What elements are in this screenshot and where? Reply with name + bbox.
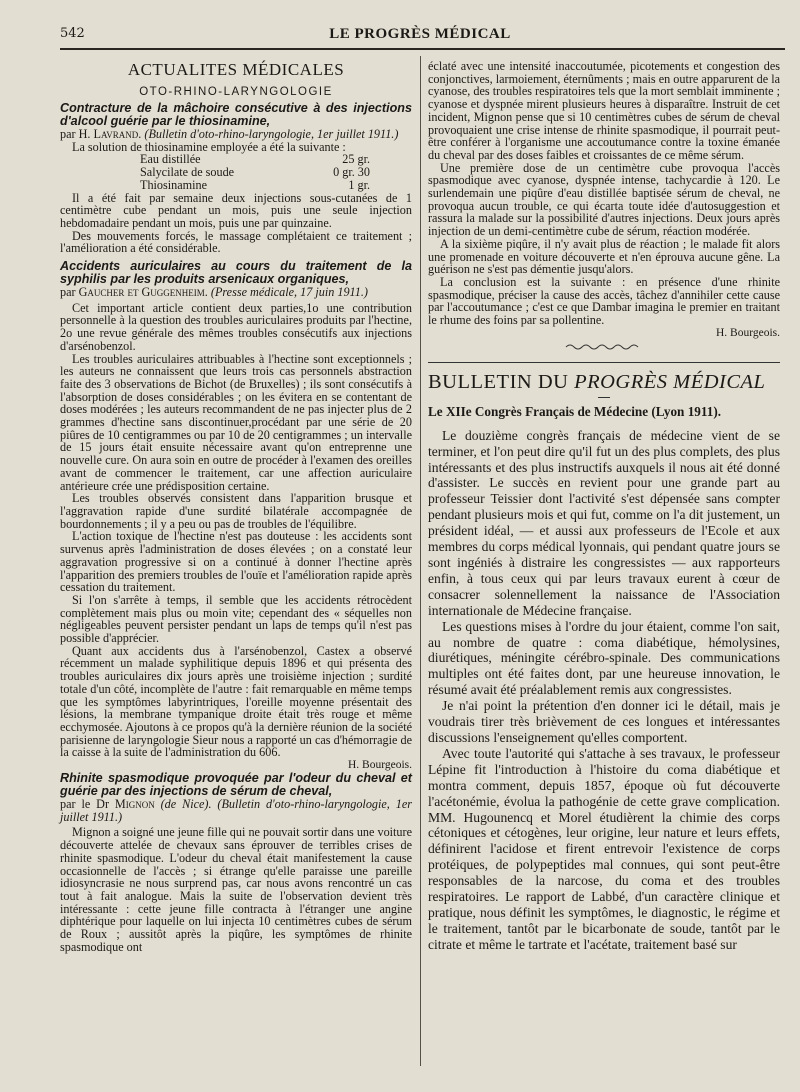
article-citation: par le Dr Mignon (de Nice). (Bulletin d'oto-rhino-laryngologie, 1er juillet 1911.) [60, 797, 412, 824]
article-title: Accidents auriculaires au cours du traitement de la syphilis par les produits arsenicaux organiques, [60, 259, 412, 287]
formula-row: Eau distillée 25 gr. [140, 152, 370, 167]
ornament-divider [428, 343, 780, 354]
paragraph: Les troubles observés consistent dans l'apparition brusque et l'aggravation rapide d'une surdité bilatérale accompagnée de bourdonnements ; il y a peu ou pas de troubles de l'équilibre. [60, 491, 412, 531]
signature: H. Bourgeois. [716, 326, 780, 339]
formula-table [140, 153, 412, 191]
article-title: Contracture de la mâchoire consécutive à des injections d'alcool guérie par le thiosinamine, [60, 101, 412, 128]
paragraph: Quant aux accidents dus à l'arsénobenzol, Castex a observé récemment un malade syphilitique depuis 1896 et qui présenta des troubles auriculaires dix jours après une troisième injection ; surdité totale d'un côté, incomplète de l'autre : fait remarquable en même temps que les symptômes labyrintriques, l'oreille moyenne présentait des lésions, la membrane tympanique droite était très rouge et même ecchymosée. Ajoutons à ce propos qu'à la dernière réunion de la société parisienne de laryngologie Sieur nous a rapporté un cas d'hémorragie de la caisse à la suite de l'administration du 606. [60, 643, 412, 760]
paragraph: Le douzième congrès français de médecine vient de se terminer, et l'on peut dire qu'il fut un des plus complets, des plus intéressants et des plus instructifs auxquels il nous ait été donné d'assister. Le succès en revient pour une grande part au professeur Teissier dont l'activité s'est dépensée sans compter pendant plusieurs mois et qui fut, comme on l'a dit justement, un président idéal, — et aussi aux professeurs de l'Ecole et aux membres du corps médical lyonnais, qui pendant quatre jours se sont ingéniés à distraire les congressistes — aux rapporteurs enfin, à tous ceux qui par leurs travaux eurent à cœur de consacrer solennellement la naissance de l'Association internationale de Médecine française. [428, 427, 780, 618]
paragraph: La solution de thiosinamine employée a été la suivante : [72, 139, 346, 154]
subsection-heading: OTO-RHINO-LARYNGOLOGIE [139, 86, 333, 98]
bulletin-rule [428, 362, 780, 363]
paragraph: Les troubles auriculaires attribuables à l'hectine sont exceptionnels ; les auteurs ne connaissent que leurs trois cas personnels abstraction faite des 3 observations de Bichot (de Bruxelles) ; ils sont consécutifs à l'absorption de doses considérables ; on les évitera en se contentant de doses modérées ; les auteurs recommandent de ne pas injecter plus de 2 grammes d'hectine sans discontinuer,procédant par une série de 20 piûres de 10 centigrammes ou par 10 de 20 centigrammes ; un intervalle de 15 jours était ensuite nécessaire avant qu'on entreprenne une nouvelle cure. On aura soin en outre de procéder à l'examen des oreilles avant de commencer le traitement, car une affection auriculaire antérieure crée une prédisposition certaine. [60, 351, 412, 493]
header-rule [60, 48, 785, 50]
paragraph: Mignon a soigné une jeune fille qui ne pouvait sortir dans une voiture découverte attelée de chevaux sans éprouver de terribles crises de rhinite spasmodique. L'odeur du cheval était manifestement la cause occasionnelle de l'accès ; si étrange qu'elle paraisse une pareille idiosyncrasie ne nous surprend pas, car nous avons rencontré un cas tout à fait analogue. Mais la suite de l'observation devient très intéressante : cette jeune fille contracta à l'étranger une angine diphtérique pour laquelle on lui injecta 10 centimètres cubes de sérum de Roux ; aussitôt après la piqûre, les symptômes de rhinite spasmodique ont [60, 825, 412, 954]
article-author: Mignon [114, 797, 155, 812]
page-header [60, 26, 780, 46]
paragraph: A la sixième piqûre, il n'y avait plus de réaction ; le malade fit alors une promenade en voiture découverte et n'en éprouva aucune gêne. La guérison ne s'est pas démentie jusqu'alors. [428, 236, 780, 277]
paragraph: La conclusion est la suivante : en présence d'une rhinite spasmodique, préciser la cause des accès, tâchez d'annihiler cette cause par l'accoutumance ; c'est ce que Dambar imagina le premier en traitant le rhume des foins par sa pollentine. [428, 274, 780, 328]
congress-title: Le XIIe Congrès Français de Médecine (Lyon 1911). [428, 403, 722, 419]
paragraph: Des mouvements forcés, le massage complétaient ce traitement ; l'amélioration a été considérable. [60, 228, 412, 256]
title-dash [598, 397, 610, 398]
bulletin-title: BULLETIN DU PROGRÈS MÉDICAL [428, 370, 766, 393]
formula-row: Thiosinamine 1 gr. [140, 177, 370, 192]
page-number: 542 [60, 26, 85, 41]
signature: H. Bourgeois. [348, 759, 412, 772]
article-author: Gaucher et Guggenheim. [78, 285, 208, 300]
section-title: ACTUALITES MÉDICALES [127, 60, 345, 79]
column-divider [420, 56, 421, 1066]
paragraph: éclaté avec une intensité inaccoutumée, picotements et congestion des conjonctives, larmoiement, éternûments ; mais en outre apparurent de la cyanose, des troubles respiratoires tels que la mort semblait imminente ; cyanose et dyspnée mirent plusieurs heures à disparaître. Instruit de cet incident, Mignon pense que si 10 centimètres cubes de sérum de cheval provoquaient une crise intense de rhinite spasmodique, il pourrait peut-être conférer à l'organisme une accoutumance contre la toxine émanée du cheval par des doses faibles et croissantes de ce même sérum. [428, 59, 780, 162]
right-column [428, 60, 780, 953]
article-citation: par Gaucher et Guggenheim. (Presse médicale, 17 juin 1911.) [60, 285, 368, 300]
article-accidents-auriculaires [60, 260, 412, 772]
paragraph: Une première dose de un centimètre cube provoqua l'accès spasmodique avec cyanose, dyspnée intense, tachycardie à 120. Le surlendemain une piqûre d'eau distillée baptisée sérum de cheval, ne provoqua aucun trouble, ce qui écarta toute idée d'autosuggestion et rassura la malade sur la possibilité d'autres injections. Deux jours après injection de un demi-centimètre cube de sérum, réaction modérée. [428, 160, 780, 239]
article-thiosinamine [60, 102, 412, 255]
paragraph: Les questions mises à l'ordre du jour étaient, comme l'on sait, au nombre de quatre : coma diabétique, hémolysines, diurétiques, méningite cérébro-spinale. Des communications multiples ont été faites dont, par une heureuse innovation, le résumé avait été préalablement remis aux congressistes. [428, 618, 780, 698]
article-author: Lavrand. [93, 127, 142, 141]
paragraph: Je n'ai point la prétention d'en donner ici le détail, mais je voudrais tirer très brièvement de ces longues et intéressantes discussions l'enseignement qu'elles comportent. [428, 698, 780, 745]
paragraph: L'action toxique de l'hectine n'est pas douteuse : les accidents sont survenus après l'administration de doses élevées ; on a constaté leur aggravation progressive si on a continué à donner l'hectine après l'apparition des premiers troubles de l'ouïe et l'amélioration rapide après cessation du traitement. [60, 529, 412, 595]
formula-row: Salycilate de soude 0 gr. 30 [140, 165, 370, 180]
paragraph: Cet important article contient deux parties,1o une contribution personnelle à la question des troubles auriculaires produits par l'hectine, 2o une revue générale des mêmes troubles consécutifs aux injections d'arsénobenzol. [60, 300, 412, 353]
article-citation: par H. Lavrand. (Bulletin d'oto-rhino-laryngologie, 1er juillet 1911.) [60, 127, 399, 141]
journal-title: LE PROGRÈS MÉDICAL [329, 26, 511, 42]
paragraph: Avec toute l'autorité qui s'attache à ses travaux, le professeur Lépine fit l'introduction à l'histoire du coma diabétique et montra comment, depuis 1857, époque où fut découverte l'acétonémie, évolua la pathogénie de cette grave complication. MM. Hugounencq et Morel étudièrent la chimie des corps cétoniques et cétogènes, leur origine, leur nature et leurs effets, définirent l'acidose et firent entrevoir l'existence de corps protéiques, de polypeptides mal connues, qui sont peut-être responsables de la narcose, du coma et des troubles respiratoires. Le rapport de Labbé, d'un caractère clinique et pratique, nous définit les symptômes, le diagnostic, le régime et le traitement, tantôt par le bicarbonate de soude, tantôt par le citrate et même le tartrate et l'acétate, traitement basé sur [428, 745, 780, 952]
paragraph: Il a été fait par semaine deux injections sous-cutanées de 1 centimètre cube pendant un mois, puis une seule injection hebdomadaire pendant un mois, puis une par quinzaine. [60, 190, 412, 230]
left-column [60, 60, 412, 953]
article-rhinite-spasmodique [60, 772, 412, 953]
article-title: Rhinite spasmodique provoquée par l'odeur du cheval et guérie par des injections de sérum de cheval, [60, 771, 412, 799]
paragraph: Si l'on s'arrête à temps, il semble que les accidents rétrocèdent complètement mais plus ou moin vite; cependant des « séquelles non négligeables peuvent persister pendant un laps de temps qu'il n'est pas possible d'apprécier. [60, 592, 412, 646]
